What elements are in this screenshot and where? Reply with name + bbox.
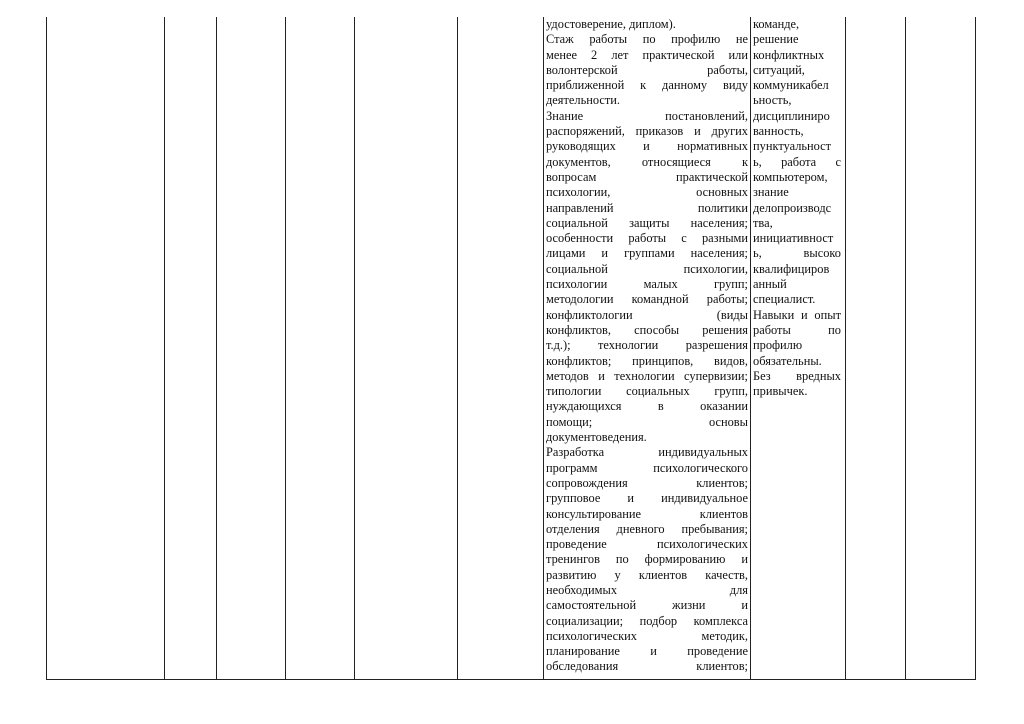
text-line: Навыки и опыт [753, 307, 841, 322]
text-line: ь, работа с [753, 154, 841, 169]
text-line: планирование и проведение [546, 644, 748, 659]
text-line: решение [753, 32, 799, 47]
column-divider-2 [216, 17, 217, 680]
text-line: команде, [753, 17, 800, 31]
text-line: помощи; основы [546, 414, 748, 429]
text-line: менее 2 лет практической или [546, 47, 748, 62]
text-line: самостоятельной жизни и [546, 598, 748, 613]
text-line: пунктуальност [753, 139, 832, 154]
qualities-cell [753, 17, 841, 399]
text-line: необходимых для [546, 582, 748, 597]
text-line: направлений политики [546, 200, 748, 215]
text-line: Без вредных [753, 368, 841, 383]
text-line: специалист. [753, 292, 816, 307]
text-line: профилю [753, 338, 803, 353]
text-line: групповое и индивидуальное [546, 491, 748, 506]
text-line: привычек. [753, 384, 808, 399]
text-line: т.д.); технологии разрешения [546, 338, 748, 353]
text-line: консультирование клиентов [546, 506, 748, 521]
column-divider-9 [905, 17, 906, 680]
text-line: отделения дневного пребывания; [546, 521, 748, 536]
text-line: вопросам практической [546, 169, 748, 184]
text-line: психологии, основных [546, 185, 748, 200]
text-line: психологических методик, [546, 628, 748, 643]
text-line: ьность, [753, 93, 792, 108]
text-line: программ психологического [546, 460, 748, 475]
text-line: обследования клиентов; [546, 659, 748, 674]
text-line: делопроизводс [753, 200, 832, 215]
text-line: ь, высоко [753, 246, 841, 261]
text-line: методологии командной работы; [546, 292, 748, 307]
text-line: удостоверение, диплом). [546, 17, 676, 31]
text-line: анный [753, 277, 787, 292]
text-line: Стаж работы по профилю не [546, 32, 748, 47]
text-line: методов и технологии супервизии; [546, 368, 748, 383]
text-line: Разработка индивидуальных [546, 445, 748, 460]
text-line: сопровождения клиентов; [546, 475, 748, 490]
text-line: тренингов по формированию и [546, 552, 748, 567]
text-line: тва, [753, 215, 773, 230]
text-line: особенности работы с разными [546, 231, 748, 246]
text-line: приближенной к данному виду [546, 78, 748, 93]
text-line: ситуаций, [753, 62, 805, 77]
text-line: конфликтов, способы решения [546, 322, 748, 337]
text-line: социальной психологии, [546, 261, 748, 276]
text-line: социализации; подбор комплекса [546, 613, 748, 628]
text-line: волонтерской работы, [546, 62, 748, 77]
text-line: деятельности. [546, 93, 621, 108]
column-divider-8 [845, 17, 846, 680]
column-divider-7 [750, 17, 751, 680]
text-line: психологии малых групп; [546, 277, 748, 292]
text-line: дисциплиниро [753, 108, 830, 123]
text-line: знание [753, 185, 789, 200]
text-line: ванность, [753, 124, 804, 139]
text-line: социальной защиты населения; [546, 215, 748, 230]
text-line: квалифициров [753, 261, 830, 276]
column-divider-4 [354, 17, 355, 680]
column-divider-1 [164, 17, 165, 680]
text-line: типологии социальных групп, [546, 384, 748, 399]
text-line: инициативност [753, 231, 834, 246]
text-line: обязательны. [753, 353, 822, 368]
text-line: руководящих и нормативных [546, 139, 748, 154]
text-line: работы по [753, 322, 841, 337]
text-line: документоведения. [546, 430, 647, 445]
text-line: компьютером, [753, 169, 828, 184]
text-line: Знание постановлений, [546, 108, 748, 123]
text-line: лицами и группами населения; [546, 246, 748, 261]
text-line: коммуникабел [753, 78, 829, 93]
text-line: документов, относящиеся к [546, 154, 748, 169]
text-line: конфликтных [753, 47, 825, 62]
text-line: конфликтологии (виды [546, 307, 748, 322]
requirements-cell [546, 17, 748, 675]
text-line: нуждающихся в оказании [546, 399, 748, 414]
text-line: проведение психологических [546, 537, 748, 552]
column-divider-3 [285, 17, 286, 680]
text-line: развитию у клиентов качеств, [546, 567, 748, 582]
column-divider-6 [543, 17, 544, 680]
column-divider-5 [457, 17, 458, 680]
text-line: распоряжений, приказов и других [546, 124, 748, 139]
text-line: конфликтов; принципов, видов, [546, 353, 748, 368]
